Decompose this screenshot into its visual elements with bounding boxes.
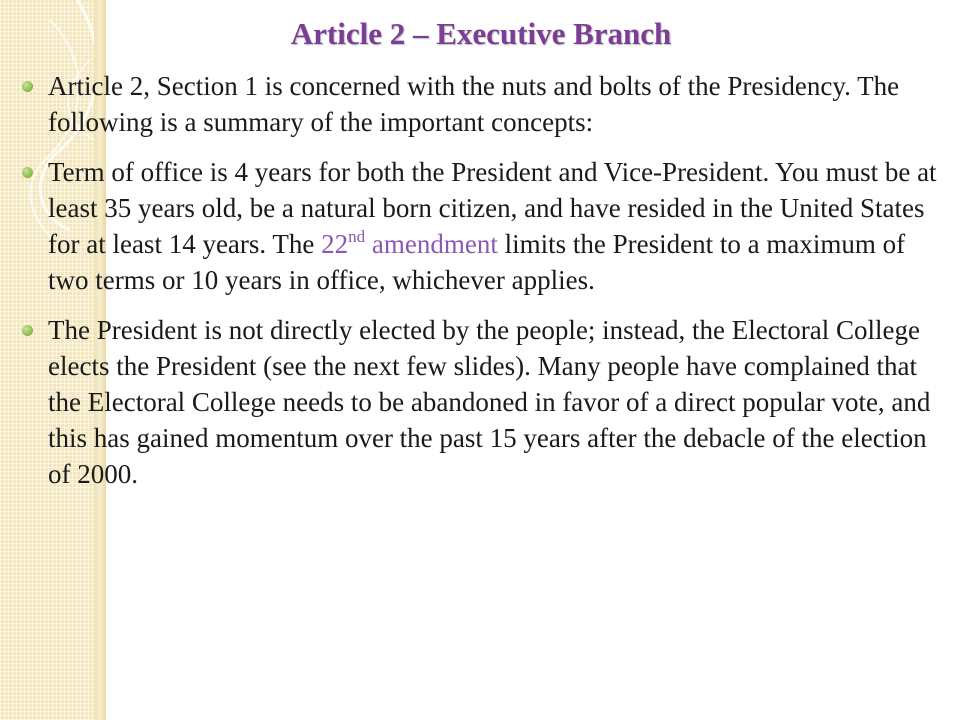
bullet-text: Article 2, Section 1 is concerned with the nuts and bolts of the Presidency. The following is a summary of the important concepts: [48, 71, 900, 137]
bullet-item-electoral-college [22, 312, 950, 492]
bullet-text-before: Term of office is 4 years for both the President and Vice-President. You must be at least 35 years old, be a natural born citizen, and have resided in the United States for at least 14 years. The [48, 157, 937, 259]
bullet-text-after: limits the President to a maximum of two terms or 10 years in office, whichever applies. [48, 229, 906, 295]
bullet-text: The President is not directly elected by the people; instead, the Electoral College elects the President (see the next few slides). Many people have complained that the Electoral College needs to be abandoned in favor of a direct popular vote, and this has gained momentum over the past 15 years after the debacle of the election of 2000. [48, 315, 931, 489]
amendment-link[interactable] [321, 229, 498, 259]
amendment-link-text: amendment [365, 229, 498, 259]
bullet-item-term-of-office [22, 154, 950, 298]
bullet-item-section-1 [22, 68, 950, 140]
bullet-icon [22, 81, 33, 92]
amendment-ordinal-suffix: nd [348, 227, 366, 246]
slide-title: Article 2 – Executive Branch [290, 16, 672, 51]
bullet-list [22, 68, 950, 506]
bullet-icon [22, 325, 33, 336]
bullet-icon [22, 167, 33, 178]
amendment-number: 22 [321, 229, 349, 259]
